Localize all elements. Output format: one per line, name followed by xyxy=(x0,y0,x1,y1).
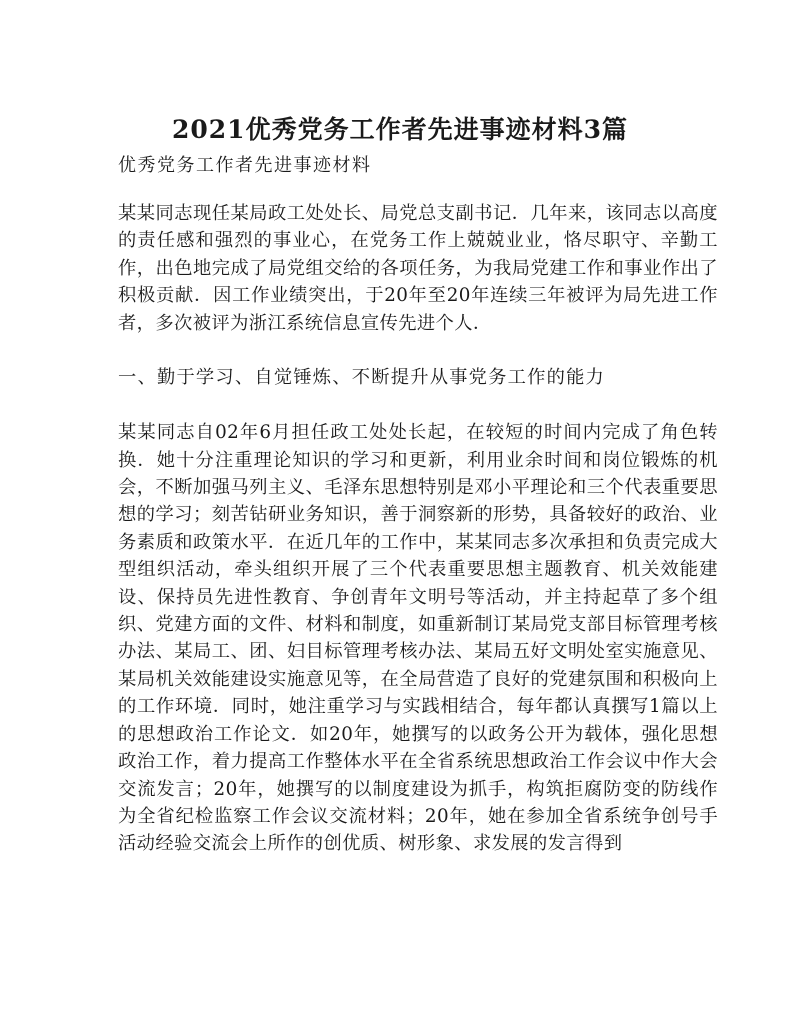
document-subtitle: 优秀党务工作者先进事迹材料 xyxy=(118,155,372,176)
document-body xyxy=(118,200,718,885)
paragraph-intro: 某某同志现任某局政工处处长、局党总支副书记．几年来，该同志以高度的责任感和强烈的事业心，在党务工作上兢兢业业，恪尽职守、辛勤工作，出色地完成了局党组交给的各项任务，为我局党建工作和事业作出了积极贡献．因工作业绩突出，于20年至20年连续三年被评为局先进工作者，多次被评为浙江系统信息宣传先进个人． xyxy=(118,203,718,334)
section-heading-1: 一、勤于学习、自觉锤炼、不断提升从事党务工作的能力 xyxy=(118,367,606,389)
paragraph-section-1: 某某同志自02年6月担任政工处处长起，在较短的时间内完成了角色转换．她十分注重理论知识的学习和更新，利用业余时间和岗位锻炼的机会，不断加强马列主义、毛泽东思想特别是邓小平理论和三个代表重要思想的学习；刻苦钻研业务知识，善于洞察新的形势，具备较好的政治、业务素质和政策水平．在近几年的工作中，某某同志多次承担和负责完成大型组织活动，牵头组织开展了三个代表重要思想主题教育、机关效能建设、保持员先进性教育、争创青年文明号等活动，并主持起草了多个组织、党建方面的文件、材料和制度，如重新制订某局党支部目标管理考核办法、某局工、团、妇目标管理考核办法、某局五好文明处室实施意见、某局机关效能建设实施意见等，在全局营造了良好的党建氛围和积极向上的工作环境．同时，她注重学习与实践相结合，每年都认真撰写1篇以上的思想政治工作论文．如20年，她撰写的以政务公开为载体，强化思想政治工作，着力提高工作整体水平在全省系统思想政治工作会议中作大会交流发言；20年，她撰写的以制度建设为抓手，构筑拒腐防变的防线作为全省纪检监察工作会议交流材料；20年，她在参加全省系统争创号手活动经验交流会上所作的创优质、树形象、求发展的发言得到 xyxy=(118,422,718,855)
document-title: 2021优秀党务工作者先进事迹材料3篇 xyxy=(172,115,628,144)
